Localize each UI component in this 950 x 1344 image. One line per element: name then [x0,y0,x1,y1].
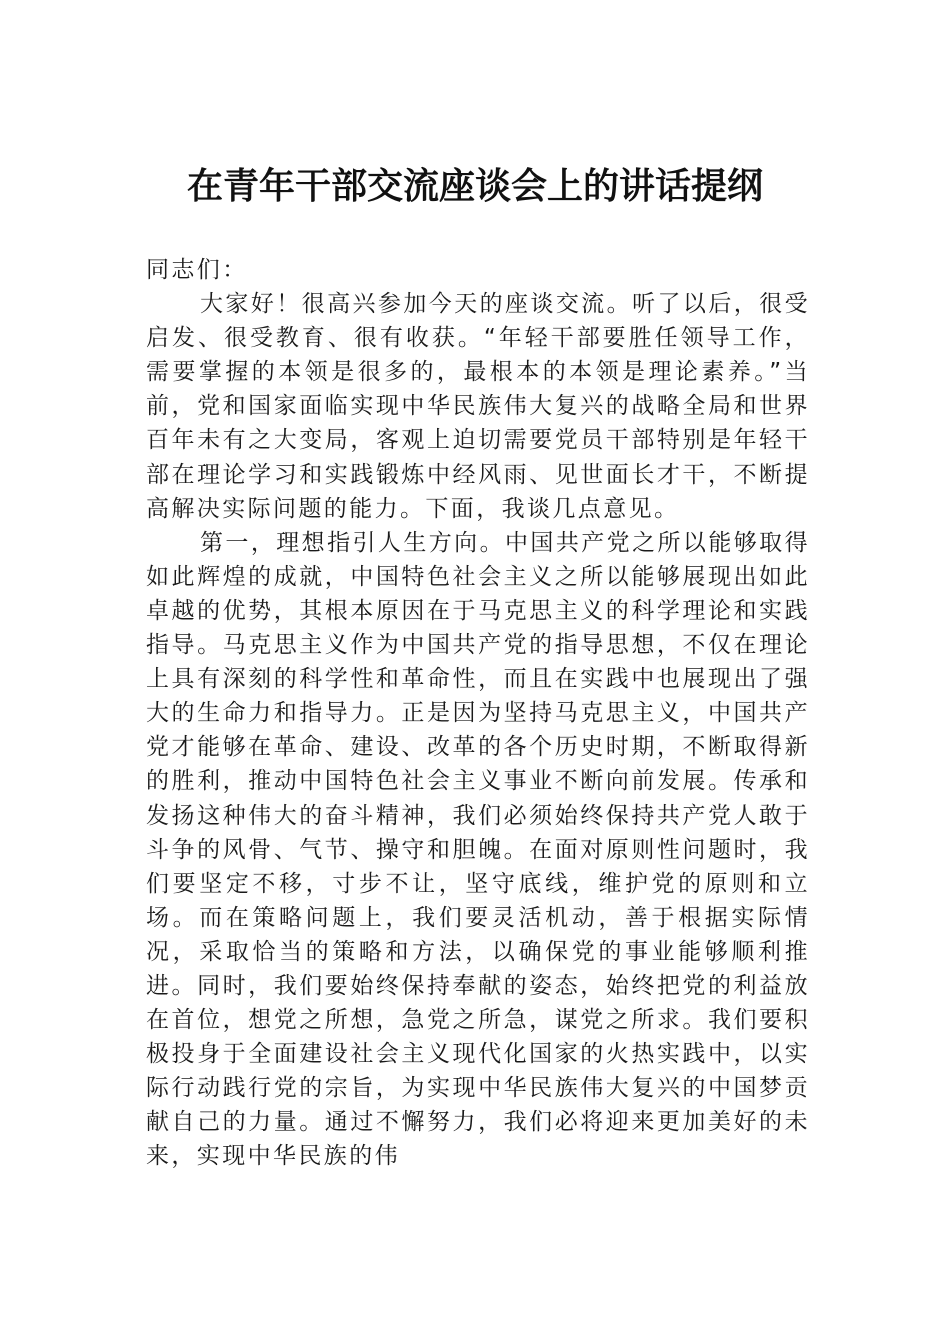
document-body [146,253,810,1174]
salutation: 同志们： [146,257,248,283]
paragraph-first-point: 第一，理想指引人生方向。中国共产党之所以能够取得如此辉煌的成就，中国特色社会主义之所以能够展现出如此卓越的优势，其根本原因在于马克思主义的科学理论和实践指导。马克思主义作为中国共产党的指导思想，不仅在理论上具有深刻的科学性和革命性，而且在实践中也展现出了强大的生命力和指导力。正是因为坚持马克思主义，中国共产党才能够在革命、建设、改革的各个历史时期，不断取得新的胜利，推动中国特色社会主义事业不断向前发展。传承和发扬这种伟大的奋斗精神，我们必须始终保持共产党人敢于斗争的风骨、气节、操守和胆魄。在面对原则性问题时，我们要坚定不移，寸步不让，坚守底线，维护党的原则和立场。而在策略问题上，我们要灵活机动，善于根据实际情况，采取恰当的策略和方法，以确保党的事业能够顺利推进。同时，我们要始终保持奉献的姿态，始终把党的利益放在首位，想党之所想，急党之所急，谋党之所求。我们要积极投身于全面建设社会主义现代化国家的火热实践中，以实际行动践行党的宗旨，为实现中华民族伟大复兴的中国梦贡献自己的力量。通过不懈努力，我们必将迎来更加美好的未来，实现中华民族的伟 [146,529,810,1170]
document-title: 在青年干部交流座谈会上的讲话提纲 [186,165,763,207]
paragraph-intro: 大家好！很高兴参加今天的座谈交流。听了以后，很受启发、很受教育、很有收获。“年轻干部要胜任领导工作，需要掌握的本领是很多的，最根本的本领是理论素养。”当前，党和国家面临实现中华民族伟大复兴的战略全局和世界百年未有之大变局，客观上迫切需要党员干部特别是年轻干部在理论学习和实践锻炼中经风雨、见世面长才干，不断提高解决实际问题的能力。下面，我谈几点意见。 [146,291,810,522]
